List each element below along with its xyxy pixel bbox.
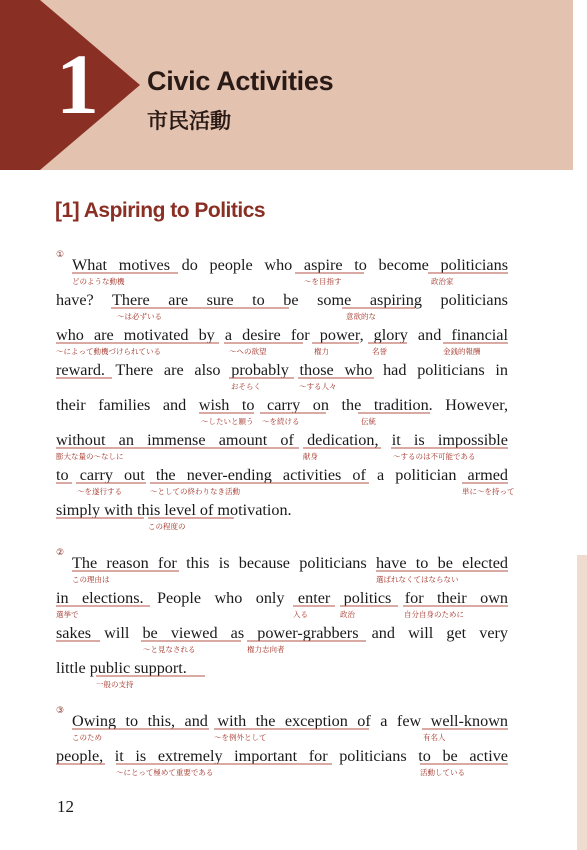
gloss: 〜は必ずいる	[117, 312, 162, 321]
gloss: 政治	[340, 610, 355, 619]
text-line: have? There are sure to be some aspiring politicians	[56, 291, 508, 309]
text-line: their families and wish to carry on the tradition. However,	[56, 396, 508, 414]
paragraph-marker: ②	[56, 548, 65, 558]
page-number: 12	[57, 797, 74, 816]
page-edge-tab	[577, 555, 587, 850]
chapter-title-english: Civic Activities	[147, 66, 334, 96]
gloss: 献身	[303, 452, 318, 461]
gloss: 〜する人々	[299, 382, 337, 391]
text-line: What motives do people who aspire to become politicians	[72, 256, 508, 274]
gloss: この理由は	[72, 575, 110, 584]
text-line: simply with this level of motivation.	[56, 501, 292, 519]
section-title: Aspiring to Politics	[83, 199, 266, 222]
gloss: 単に〜を持って	[462, 487, 515, 496]
gloss: 〜を例外として	[214, 733, 267, 742]
gloss: 入る	[293, 610, 308, 619]
gloss: 権力志向者	[247, 645, 285, 654]
text-line: who are motivated by a desire for power, glory and financial	[56, 326, 508, 344]
gloss: 自分自身のために	[404, 610, 464, 619]
gloss: おそらく	[231, 382, 261, 391]
gloss: 選挙で	[56, 610, 79, 619]
gloss: 活動している	[420, 768, 465, 777]
text-line: sakes will be viewed as power-grabbers and will get very	[56, 624, 508, 642]
gloss: この程度の	[148, 522, 186, 531]
chapter-number: 1	[56, 36, 99, 132]
text-line: in elections. People who only enter politics for their own	[56, 589, 508, 607]
gloss: 〜したいと願う	[201, 417, 254, 426]
text-line: little public support.	[56, 659, 187, 677]
section-heading	[55, 199, 265, 223]
gloss: 〜への欲望	[229, 347, 267, 356]
text-line: to carry out the never-ending activities of a politician armed	[56, 466, 508, 484]
gloss: 〜によって動機づけられている	[56, 347, 161, 356]
gloss: 〜にとって極めて重要である	[116, 768, 214, 777]
text-line: reward. There are also probably those who had politicians in	[56, 361, 508, 379]
paragraph-marker: ③	[56, 706, 65, 716]
text-line: people, it is extremely important for politicians to be active	[56, 747, 508, 765]
gloss: このため	[72, 733, 102, 742]
chapter-header-band	[0, 0, 573, 170]
gloss: 膨大な量の〜なしに	[56, 452, 124, 461]
gloss: 一般の支持	[96, 680, 134, 689]
gloss: どのような動機	[72, 277, 125, 286]
gloss: 伝統	[361, 417, 376, 426]
gloss: 名誉	[372, 347, 387, 356]
gloss: 〜を遂行する	[77, 487, 122, 496]
section-number: [1]	[55, 199, 80, 222]
gloss: 政治家	[431, 277, 454, 286]
gloss: 〜を続ける	[262, 417, 300, 426]
text-line: The reason for this is because politicians have to be elected	[72, 554, 508, 572]
text-line: Owing to this, and with the exception of a few well-known	[72, 712, 508, 730]
chapter-title-japanese: 市民活動	[147, 109, 231, 133]
paragraph-marker: ①	[56, 250, 65, 260]
gloss: 〜としての終わりなき活動	[150, 487, 240, 496]
gloss: 〜するのは不可能である	[393, 452, 476, 461]
gloss: 金銭的報酬	[443, 347, 481, 356]
text-line: without an immense amount of dedication, it is impossible	[56, 431, 508, 449]
gloss: 権力	[314, 347, 329, 356]
gloss: 〜と見なされる	[143, 645, 196, 654]
gloss: 選ばれなくてはならない	[376, 575, 459, 584]
gloss: 〜を目指す	[304, 277, 342, 286]
gloss: 有名人	[423, 733, 446, 742]
gloss: 意欲的な	[346, 312, 376, 321]
